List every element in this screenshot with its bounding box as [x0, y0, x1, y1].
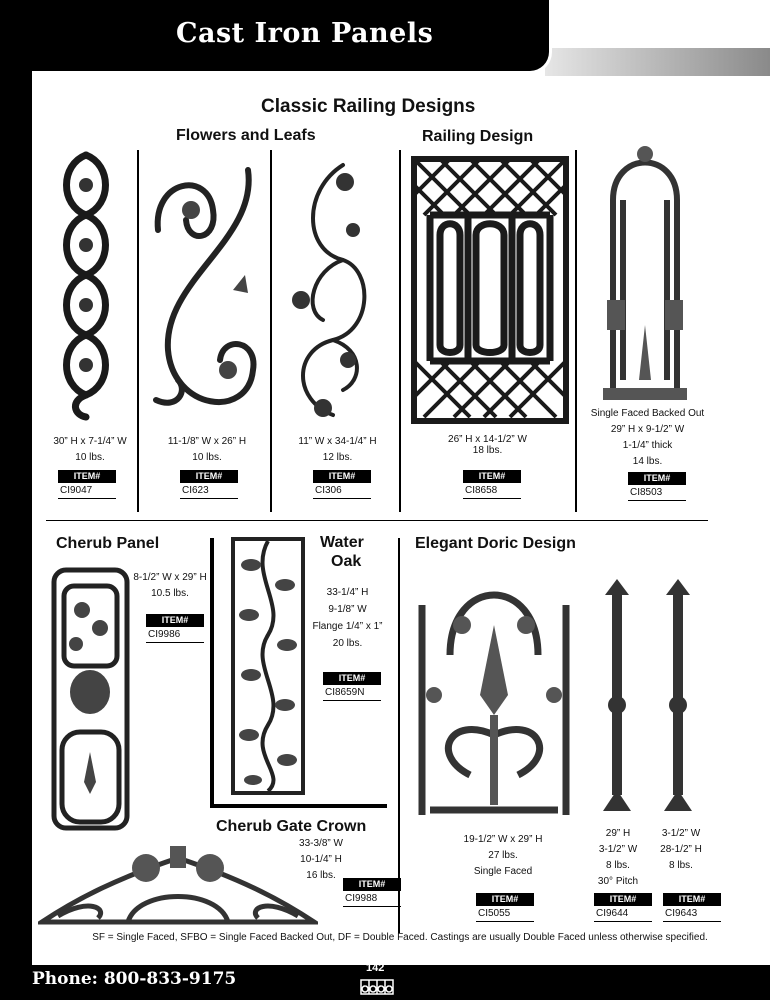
item-block-ci9986 [146, 614, 204, 643]
item-block-ci8503 [628, 472, 686, 501]
spec-line: 26” H x 14-1/2” W [448, 434, 527, 445]
item-code: CI9047 [58, 483, 116, 499]
item-code: CI9643 [663, 906, 721, 922]
item-tag: ITEM# [58, 470, 116, 483]
item-tag: ITEM# [463, 470, 521, 483]
spec-line: 10-1/4” H [300, 854, 342, 865]
item-tag: ITEM# [628, 472, 686, 485]
heading-railing-design: Railing Design [422, 128, 534, 145]
heading-water-oak-line1: Water [320, 534, 364, 551]
spec-ci9643 [650, 826, 712, 874]
spec-line: 20 lbs. [332, 638, 363, 649]
divider-horizontal [46, 520, 708, 521]
spec-line: 9-1/8” W [328, 604, 367, 615]
header-gradient-bar [545, 48, 770, 76]
item-code: CI9644 [594, 906, 652, 922]
item-code: CI8659N [323, 685, 381, 701]
heading-elegant-doric: Elegant Doric Design [415, 535, 576, 552]
item-code: CI5055 [476, 906, 534, 922]
spec-line: 29” H x 9-1/2” W [610, 424, 685, 435]
spec-line: 10 lbs. [192, 452, 222, 463]
spec-line: 14 lbs. [632, 456, 663, 467]
footnote: SF = Single Faced, SFBO = Single Faced Backed Out, DF = Double Faced. Castings are usually Double Faced unless otherwise specified. [92, 932, 708, 943]
item-block-ci9643 [663, 893, 721, 922]
item-code: CI623 [180, 483, 238, 499]
item-block-ci8658 [463, 470, 521, 499]
spec-line: 1-1/4” thick [622, 440, 673, 451]
footer-phone: Phone: 800-833-9175 [32, 969, 237, 989]
item-tag: ITEM# [476, 893, 534, 906]
spec-ci623 [148, 434, 266, 466]
spec-ci9047 [40, 434, 140, 466]
panel-ci9644-image [597, 575, 637, 815]
spec-line: 8 lbs. [669, 860, 693, 871]
spec-line: 11-1/8” W x 26” H [167, 436, 247, 447]
spec-line: 30” H x 7-1/4” W [53, 436, 127, 447]
item-code: CI8503 [628, 485, 686, 501]
divider-vertical [270, 150, 272, 512]
spec-ci8503 [585, 406, 710, 470]
spec-line: Single Faced Backed Out [590, 408, 705, 419]
divider-horizontal [210, 804, 387, 808]
panel-ci9988-image [38, 838, 318, 926]
heading-flowers-and-leafs: Flowers and Leafs [176, 127, 316, 144]
panel-ci306-image [283, 160, 378, 425]
spec-line: 29” H [605, 828, 631, 839]
spec-line: 33-1/4” H [326, 587, 369, 598]
panel-ci5055-image [410, 575, 578, 820]
spec-line: 8-1/2” W x 29” H [133, 572, 207, 583]
panel-ci623-image [148, 150, 263, 425]
page-number: 142 [366, 962, 385, 974]
item-tag: ITEM# [146, 614, 204, 627]
item-block-ci9644 [594, 893, 652, 922]
spec-ci8658 [420, 434, 555, 456]
item-code: CI306 [313, 483, 371, 499]
spec-line: 28-1/2” H [660, 844, 702, 855]
item-block-ci306 [313, 470, 371, 499]
item-tag: ITEM# [313, 470, 371, 483]
spec-line: Single Faced [473, 866, 533, 877]
divider-vertical [399, 150, 401, 512]
panel-ci9643-image [658, 575, 698, 815]
spec-line: 3-1/2” W [661, 828, 701, 839]
spec-line: 18 lbs. [472, 445, 503, 456]
spec-line: Flange 1/4” x 1” [312, 621, 383, 632]
page-title: Cast Iron Panels [176, 18, 434, 49]
item-tag: ITEM# [323, 672, 381, 685]
panel-ci9047-image [50, 145, 122, 425]
spec-line: 16 lbs. [306, 870, 336, 881]
item-tag: ITEM# [594, 893, 652, 906]
spec-ci9988 [286, 836, 356, 884]
heading-cherub-panel: Cherub Panel [56, 535, 160, 552]
spec-ci306 [280, 434, 395, 466]
panel-ci8658-image [410, 155, 570, 425]
item-tag: ITEM# [663, 893, 721, 906]
item-block-ci623 [180, 470, 238, 499]
heading-water-oak-line2: Oak [331, 553, 362, 570]
item-block-ci9988 [343, 878, 401, 907]
item-code: CI9986 [146, 627, 204, 643]
item-block-ci9047 [58, 470, 116, 499]
item-tag: ITEM# [180, 470, 238, 483]
spec-line: 30° Pitch [597, 876, 639, 887]
spec-ci9644 [585, 826, 651, 890]
item-block-ci5055 [476, 893, 534, 922]
spec-line: 3-1/2” W [598, 844, 638, 855]
panel-ci9986-image [48, 562, 133, 834]
spec-line: 19-1/2” W x 29” H [463, 834, 543, 845]
item-code: CI8658 [463, 483, 521, 499]
spec-ci8659n [300, 584, 395, 652]
divider-vertical [398, 538, 400, 933]
spec-ci5055 [448, 832, 558, 880]
spec-line: 10 lbs. [75, 452, 105, 463]
item-tag: ITEM# [343, 878, 401, 891]
section-title: Classic Railing Designs [261, 96, 476, 117]
spec-line: 33-3/8” W [299, 838, 343, 849]
heading-cherub-gate-crown: Cherub Gate Crown [216, 818, 367, 835]
spec-line: 27 lbs. [488, 850, 518, 861]
spec-line: 10.5 lbs. [151, 588, 189, 599]
item-block-ci8659n [323, 672, 381, 701]
spec-line: 8 lbs. [606, 860, 630, 871]
spec-line: 11” W x 34-1/4” H [298, 436, 377, 447]
fence-logo-icon [359, 976, 395, 996]
item-code: CI9988 [343, 891, 401, 907]
panel-ci8659n-image [229, 535, 307, 797]
spec-line: 12 lbs. [322, 452, 353, 463]
divider-vertical [575, 150, 577, 512]
spec-ci9986 [125, 570, 215, 602]
panel-ci8503-image [595, 140, 695, 405]
